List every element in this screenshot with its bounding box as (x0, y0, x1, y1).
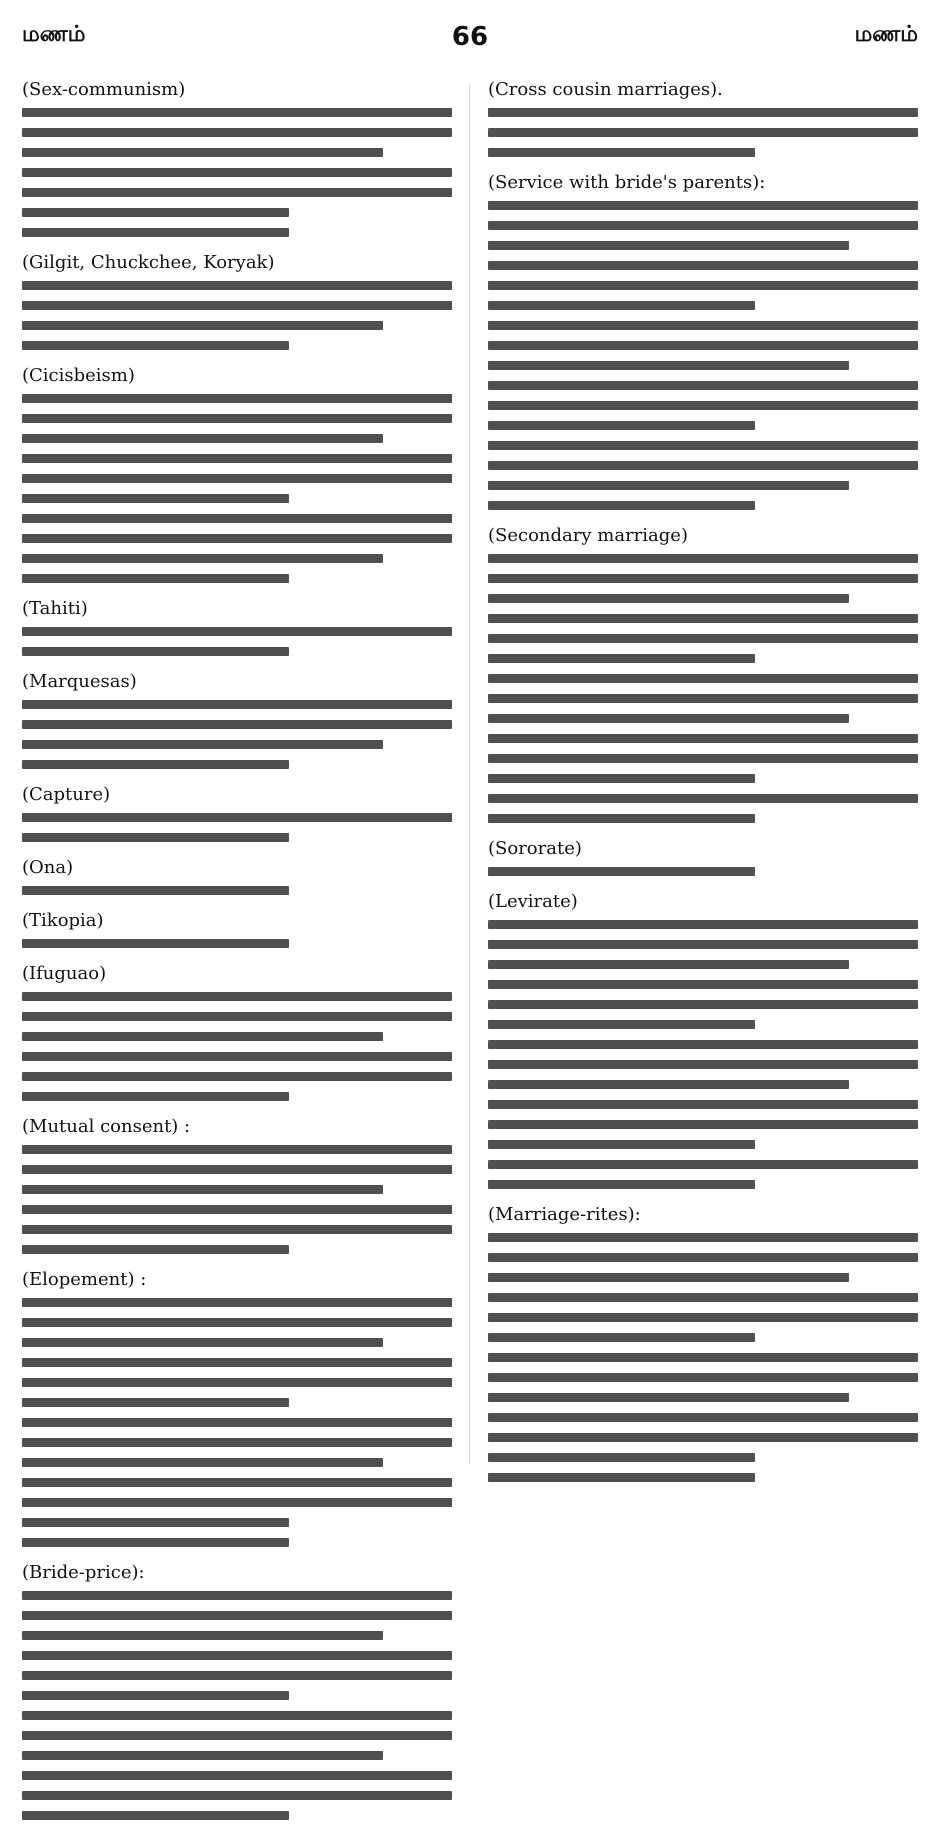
text-line (22, 1092, 289, 1101)
text-line (22, 1478, 452, 1487)
encyclopedia-entry (488, 171, 918, 510)
text-line (488, 1253, 918, 1262)
text-line (488, 201, 918, 210)
entry-body-text (22, 108, 452, 237)
text-line (22, 1711, 452, 1720)
entry-body-text (488, 920, 918, 1189)
left-column (22, 78, 452, 1834)
entry-body-text (488, 1233, 918, 1482)
entry-body-text (488, 108, 918, 157)
text-line (22, 514, 452, 523)
text-line (22, 394, 452, 403)
text-columns (22, 78, 918, 1583)
text-line (488, 481, 849, 490)
text-line (22, 1318, 452, 1327)
text-line (22, 833, 289, 842)
text-line (22, 1538, 289, 1547)
text-line (488, 421, 755, 430)
text-line (22, 534, 452, 543)
entry-term: (Tahiti) (22, 598, 88, 619)
text-line (22, 1338, 383, 1347)
text-line (488, 361, 849, 370)
text-line (22, 148, 383, 157)
text-line (488, 401, 918, 410)
text-line (22, 1611, 452, 1620)
text-line (488, 714, 849, 723)
text-line (22, 574, 289, 583)
entry-term: (Service with bride's parents): (488, 172, 766, 193)
text-line (488, 1180, 755, 1189)
text-line (488, 634, 918, 643)
entry-body-text (22, 992, 452, 1101)
text-line (22, 740, 383, 749)
text-line (488, 1393, 849, 1402)
text-line (488, 128, 918, 137)
text-line (22, 1691, 289, 1700)
text-line (488, 1293, 918, 1302)
text-line (488, 381, 918, 390)
encyclopedia-entry (22, 1115, 452, 1254)
text-line (22, 1751, 383, 1760)
text-line (22, 1052, 452, 1061)
text-line (488, 108, 918, 117)
text-line (488, 920, 918, 929)
text-line (22, 1631, 383, 1640)
text-line (488, 1473, 755, 1482)
encyclopedia-entry (22, 962, 452, 1101)
text-line (22, 1731, 452, 1740)
text-line (22, 281, 452, 290)
text-line (22, 494, 289, 503)
encyclopedia-entry (488, 890, 918, 1189)
text-line (22, 341, 289, 350)
text-line (488, 594, 849, 603)
text-line (22, 1012, 452, 1021)
text-line (22, 720, 452, 729)
entry-body-text (22, 813, 452, 842)
text-line (488, 1413, 918, 1422)
text-line (488, 654, 755, 663)
running-head-left: மணம் (22, 22, 86, 47)
text-line (488, 694, 918, 703)
encyclopedia-entry (22, 364, 452, 583)
text-line (22, 1072, 452, 1081)
text-line (22, 700, 452, 709)
text-line (22, 434, 383, 443)
entry-body-text (22, 1145, 452, 1254)
text-line (22, 1671, 452, 1680)
text-line (488, 1060, 918, 1069)
page-header (0, 0, 940, 70)
text-line (488, 1233, 918, 1242)
entry-term: (Bride-price): (22, 1562, 145, 1583)
encyclopedia-entry (488, 1203, 918, 1482)
encyclopedia-entry (22, 670, 452, 769)
text-line (488, 674, 918, 683)
text-line (22, 1791, 452, 1800)
text-line (22, 414, 452, 423)
text-line (22, 188, 452, 197)
text-line (488, 774, 755, 783)
encyclopedia-entry (22, 78, 452, 237)
entry-body-text (22, 886, 452, 895)
text-line (488, 148, 755, 157)
text-line (488, 1040, 918, 1049)
encyclopedia-entry (22, 783, 452, 842)
text-line (22, 1358, 452, 1367)
text-line (22, 1032, 383, 1041)
text-line (488, 461, 918, 470)
encyclopedia-entry (488, 837, 918, 876)
text-line (22, 1378, 452, 1387)
text-line (488, 1080, 849, 1089)
text-line (488, 554, 918, 563)
text-line (22, 627, 452, 636)
right-column (488, 78, 918, 1834)
encyclopedia-entry (22, 597, 452, 656)
text-line (22, 474, 452, 483)
text-line (22, 321, 383, 330)
text-line (488, 1000, 918, 1009)
text-line (488, 867, 755, 876)
text-line (488, 734, 918, 743)
text-line (22, 1245, 289, 1254)
entry-term: (Cicisbeism) (22, 365, 135, 386)
text-line (22, 813, 452, 822)
encyclopedia-entry (488, 524, 918, 823)
text-line (22, 228, 289, 237)
entry-body-text (22, 281, 452, 350)
entry-term: (Secondary marriage) (488, 525, 688, 546)
text-line (488, 501, 755, 510)
entry-term: (Gilgit, Chuckchee, Koryak) (22, 252, 275, 273)
text-line (22, 760, 289, 769)
text-line (488, 1373, 918, 1382)
text-line (488, 341, 918, 350)
text-line (488, 241, 849, 250)
text-line (22, 1298, 452, 1307)
text-line (488, 1100, 918, 1109)
text-line (22, 939, 289, 948)
entry-term: (Levirate) (488, 891, 578, 912)
entry-term: (Capture) (22, 784, 111, 805)
text-line (488, 1120, 918, 1129)
entry-body-text (488, 201, 918, 510)
entry-term: (Sororate) (488, 838, 582, 859)
entry-body-text (22, 1298, 452, 1547)
text-line (22, 301, 452, 310)
entry-body-text (22, 700, 452, 769)
text-line (488, 1140, 755, 1149)
text-line (488, 614, 918, 623)
text-line (488, 1433, 918, 1442)
text-line (22, 208, 289, 217)
entry-term: (Ona) (22, 857, 74, 878)
text-line (488, 1020, 755, 1029)
text-line (488, 1273, 849, 1282)
text-line (22, 1145, 452, 1154)
page-number: 66 (451, 22, 489, 52)
text-line (488, 814, 755, 823)
entry-body-text (22, 394, 452, 583)
text-line (22, 454, 452, 463)
entry-term: (Elopement) : (22, 1269, 147, 1290)
text-line (22, 1458, 383, 1467)
text-line (22, 108, 452, 117)
text-line (488, 794, 918, 803)
text-line (488, 754, 918, 763)
text-line (488, 960, 849, 969)
text-line (488, 1453, 755, 1462)
entry-term: (Sex-communism) (22, 79, 186, 100)
text-line (22, 1418, 452, 1427)
text-line (22, 647, 289, 656)
text-line (22, 1438, 452, 1447)
entry-body-text (488, 867, 918, 876)
encyclopedia-entry (22, 1268, 452, 1547)
text-line (22, 1398, 289, 1407)
text-line (488, 261, 918, 270)
entry-body-text (488, 554, 918, 823)
text-line (22, 1225, 452, 1234)
text-line (22, 1651, 452, 1660)
text-line (22, 168, 452, 177)
text-line (488, 940, 918, 949)
text-line (488, 1313, 918, 1322)
text-line (22, 992, 452, 1001)
running-head-right: மணம் (854, 22, 918, 47)
text-line (488, 221, 918, 230)
encyclopedia-entry (488, 78, 918, 157)
text-line (488, 301, 755, 310)
text-line (488, 980, 918, 989)
entry-term: (Marquesas) (22, 671, 137, 692)
text-line (488, 441, 918, 450)
text-line (22, 1771, 452, 1780)
text-line (22, 886, 289, 895)
text-line (488, 1333, 755, 1342)
entry-body-text (22, 939, 452, 948)
encyclopedia-entry (22, 1561, 452, 1820)
encyclopedia-entry (22, 856, 452, 895)
text-line (22, 1498, 452, 1507)
text-line (22, 1205, 452, 1214)
text-line (488, 574, 918, 583)
encyclopedia-entry (22, 909, 452, 948)
text-line (22, 1165, 452, 1174)
encyclopedia-entry (22, 251, 452, 350)
text-line (22, 1518, 289, 1527)
entry-term: (Marriage-rites): (488, 1204, 641, 1225)
text-line (488, 321, 918, 330)
entry-body-text (22, 627, 452, 656)
text-line (22, 1185, 383, 1194)
entry-body-text (22, 1591, 452, 1820)
text-line (22, 128, 452, 137)
entry-term: (Ifuguao) (22, 963, 107, 984)
text-line (22, 554, 383, 563)
text-line (488, 281, 918, 290)
entry-term: (Tikopia) (22, 910, 104, 931)
entry-term: (Mutual consent) : (22, 1116, 191, 1137)
entry-term: (Cross cousin marriages). (488, 79, 723, 100)
text-line (22, 1591, 452, 1600)
text-line (488, 1353, 918, 1362)
text-line (488, 1160, 918, 1169)
text-line (22, 1811, 289, 1820)
